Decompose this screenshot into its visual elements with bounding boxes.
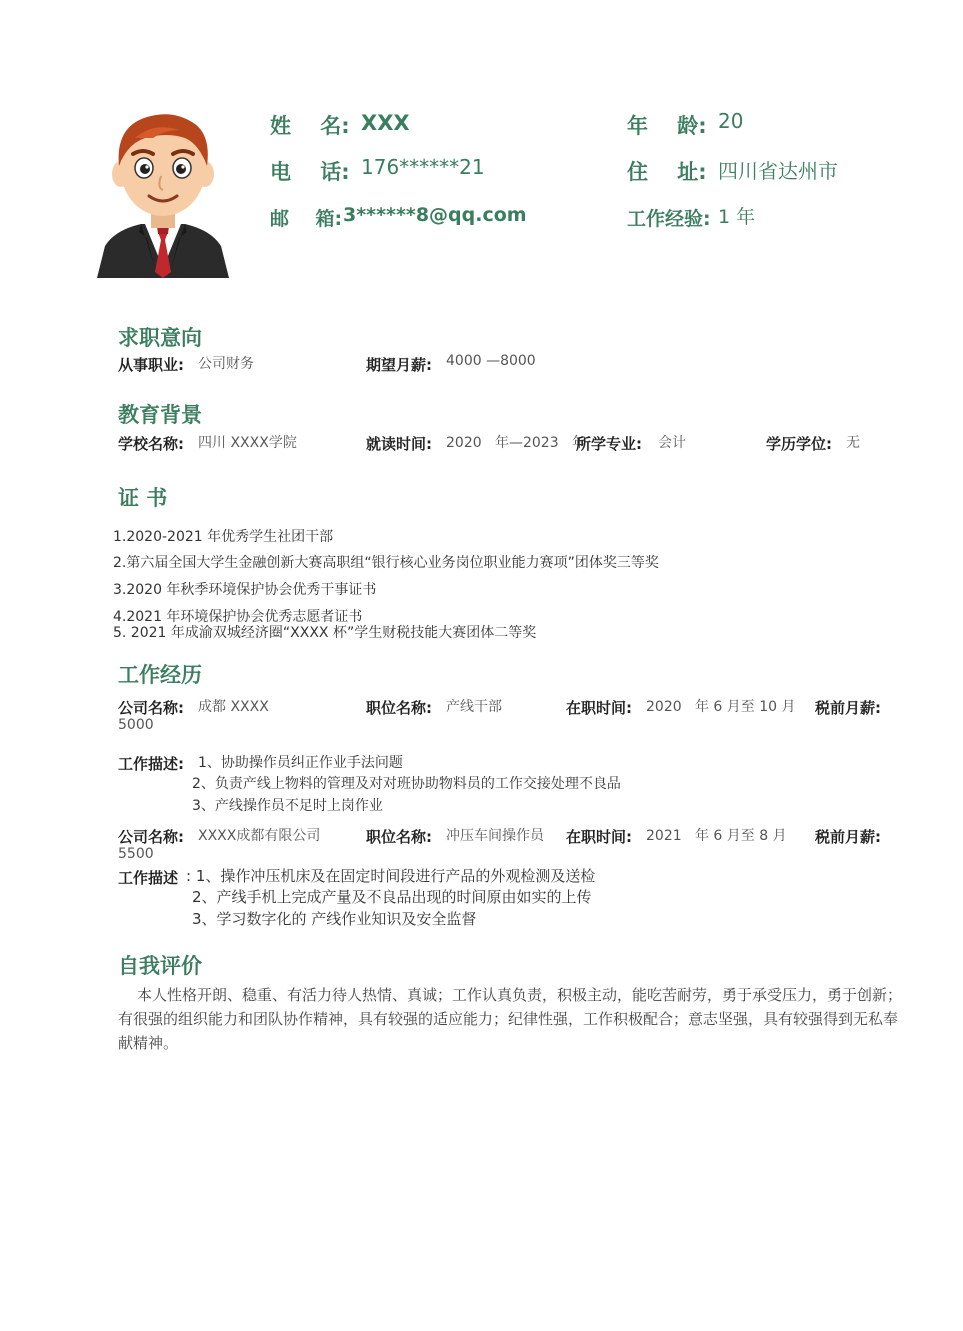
job1-desc-line: 3、产线操作员不足时上岗作业 [192, 798, 383, 814]
period-value: 2020 年—2023 年 [446, 435, 586, 451]
job1-time-value: 2020 年 6 月至 10 月 [646, 699, 796, 715]
work-title: 工作经历 [118, 663, 202, 687]
certificates-title: 证 书 [118, 486, 168, 510]
job1-desc-line: 1、协助操作员纠正作业手法问题 [198, 755, 403, 771]
job1-company-label: 公司名称: [118, 699, 184, 717]
name-value: XXX [361, 111, 410, 135]
certificate-item: 1.2020-2021 年优秀学生社团干部 [113, 529, 334, 545]
businessman-avatar-icon [95, 108, 231, 280]
job2-salary-value: 5500 [118, 846, 154, 862]
occupation-value: 公司财务 [198, 356, 254, 372]
age-value: 20 [718, 109, 744, 133]
job1-desc-label: 工作描述: [118, 755, 184, 773]
email-value: 3******8@qq.com [343, 204, 527, 226]
self-eval-text: 本人性格开朗、稳重、有活力待人热情、真诚；工作认真负责，积极主动，能吃苦耐劳，勇于承受压力，勇于创新；有很强的组织能力和团队协作精神，具有较强的适应能力；纪律性强，工作积极配合；意志坚强，具有较强得到无私奉献精神。 [118, 986, 903, 1052]
job-intent-title: 求职意向 [118, 326, 202, 350]
experience-label: 工作经验: [627, 208, 711, 230]
occupation-label: 从事职业: [118, 356, 184, 374]
job1-company-value: 成都 XXXX [198, 699, 269, 715]
job2-salary-label: 税前月薪: [815, 828, 881, 846]
degree-label: 学历学位: [766, 435, 832, 453]
certificate-item: 4.2021 年环境保护协会优秀志愿者证书 [113, 609, 363, 625]
job2-desc-line: 3、学习数字化的 产线作业知识及安全监督 [192, 910, 477, 928]
address-label: 住 址: [627, 160, 707, 184]
period-label: 就读时间: [366, 435, 432, 453]
phone-value: 176******21 [361, 155, 485, 179]
salary-label: 期望月薪: [366, 356, 432, 374]
job2-company-value: XXXX成都有限公司 [198, 828, 321, 844]
job1-position-value: 产线干部 [446, 699, 502, 715]
age-label: 年 龄: [627, 114, 707, 138]
education-title: 教育背景 [118, 403, 202, 427]
name-label: 姓 名: [270, 114, 350, 138]
address-value: 四川省达州市 [718, 159, 838, 183]
avatar [95, 108, 231, 280]
major-label: 所学专业: [576, 435, 642, 453]
job1-salary-value: 5000 [118, 717, 154, 733]
phone-label: 电 话: [270, 160, 350, 184]
certificate-item: 3.2020 年秋季环境保护协会优秀干事证书 [113, 582, 377, 598]
salary-value: 4000 —8000 [446, 353, 536, 369]
experience-value: 1 年 [718, 206, 756, 228]
degree-value: 无 [846, 435, 860, 451]
certificate-item: 2.第六届全国大学生金融创新大赛高职组“银行核心业务岗位职业能力赛项”团体奖三等奖 [113, 555, 659, 571]
school-value: 四川 XXXX学院 [198, 435, 297, 451]
job2-desc-label: 工作描述 [118, 869, 179, 887]
job1-salary-label: 税前月薪: [815, 699, 881, 717]
job1-time-label: 在职时间: [566, 699, 632, 717]
job1-desc-line: 2、负责产线上物料的管理及对对班协助物料员的工作交接处理不良品 [192, 776, 621, 792]
job2-time-label: 在职时间: [566, 828, 632, 846]
job2-desc-line: 2、产线手机上完成产量及不良品出现的时间原由如实的上传 [192, 888, 592, 906]
self-eval-title: 自我评价 [118, 954, 202, 978]
school-label: 学校名称: [118, 435, 184, 453]
job2-desc-line: : 1、操作冲压机床及在固定时间段进行产品的外观检测及送检 [186, 867, 596, 885]
job1-position-label: 职位名称: [366, 699, 432, 717]
job2-time-value: 2021 年 6 月至 8 月 [646, 828, 787, 844]
certificate-item: 5. 2021 年成渝双城经济圈“XXXX 杯”学生财税技能大赛团体二等奖 [113, 625, 537, 641]
job2-company-label: 公司名称: [118, 828, 184, 846]
job2-position-value: 冲压车间操作员 [446, 828, 544, 844]
major-value: 会计 [658, 435, 686, 451]
job2-position-label: 职位名称: [366, 828, 432, 846]
email-label: 邮 箱: [270, 208, 343, 230]
